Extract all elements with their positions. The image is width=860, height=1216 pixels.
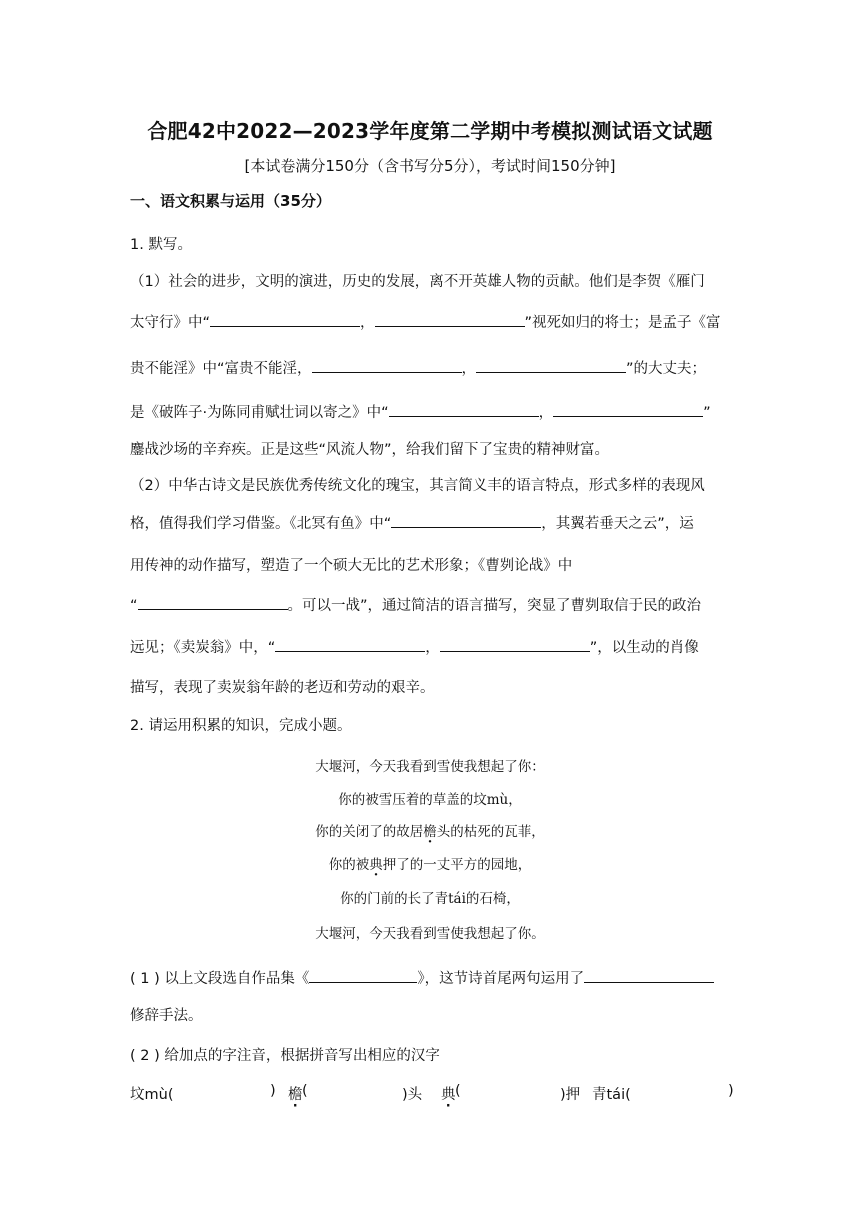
answer-paren-close: )押 (560, 1087, 581, 1103)
q1-part1-line2 (130, 311, 721, 332)
answer-paren-close: ) (728, 1083, 734, 1099)
poem-fragment: 你的被 (328, 857, 370, 873)
dotted-character: 典 (369, 857, 383, 873)
text-fragment: 太守行》中“ (130, 315, 211, 331)
q2-sub1-cont: 修辞手法。 (130, 1008, 203, 1024)
text-fragment: ， (538, 405, 554, 421)
answer-blank[interactable] (375, 311, 525, 327)
q1-part1-line1: （1）社会的进步，文明的演进，历史的发展，离不开英雄人物的贡献。他们是李贺《雁门 (130, 274, 705, 290)
answer-blank[interactable] (309, 967, 417, 983)
q2-sub2: ( 2 ) 给加点的字注音，根据拼音写出相应的汉字 (130, 1048, 440, 1064)
poem-line (0, 820, 860, 840)
text-fragment: 。可以一战”，通过简洁的语言描写，突显了曹刿取信于民的政治 (287, 598, 702, 614)
answer-fenmu: 坟mù( (130, 1087, 174, 1103)
q1-part2-line5 (130, 636, 699, 657)
text-fragment: “ (130, 598, 138, 614)
answer-blank[interactable] (275, 636, 425, 652)
answer-paren-open: ( (455, 1083, 461, 1099)
q1-part1-line5: 鏖战沙场的辛弃疾。正是这些“风流人物”，给我们留下了宝贵的精神财富。 (130, 442, 610, 458)
text-fragment: ， (360, 315, 375, 331)
page-title: 合肥42中2022—2023学年度第二学期中考模拟测试语文试题 (147, 119, 713, 143)
text-fragment: ， (461, 361, 477, 377)
answer-blank[interactable] (210, 311, 360, 327)
answer-paren-open: ( (302, 1083, 308, 1099)
text-fragment: 》，这节诗首尾两句运用了 (417, 971, 585, 987)
text-fragment: ， (425, 640, 440, 656)
q1-part2-line6: 描写，表现了卖炭翁年龄的老迈和劳动的艰辛。 (130, 680, 435, 696)
answer-qingtai: 青tái( (592, 1087, 631, 1103)
answer-blank[interactable] (391, 512, 541, 528)
dotted-character: 檐 (423, 824, 437, 840)
q1-part1-line4 (130, 401, 711, 422)
poem-line: 你的门前的长了青tái的石椅， (340, 891, 520, 907)
text-fragment: ，其翼若垂天之云”，运 (541, 516, 694, 532)
q1-part2-line1: （2）中华古诗文是民族优秀传统文化的瑰宝，其言简义丰的语言特点，形式多样的表现风 (130, 478, 705, 494)
answer-blank[interactable] (389, 401, 539, 417)
answer-paren-close: )头 (402, 1087, 423, 1103)
dotted-character: 典 · (441, 1083, 456, 1104)
text-fragment: ”视死如归的将士；是孟子《富 (524, 315, 721, 331)
poem-fragment: 押了的一丈平方的园地， (382, 857, 532, 873)
answer-blank[interactable] (138, 594, 288, 610)
answer-blank[interactable] (553, 401, 703, 417)
text-fragment: ( 1 ) 以上文段选自作品集《 (130, 971, 310, 987)
poem-fragment: 你的关闭了的故居 (315, 824, 424, 840)
q2-sub1 (130, 967, 714, 988)
text-fragment: ”，以生动的肖像 (589, 640, 699, 656)
exam-info: [本试卷满分150分（含书写分5分），考试时间150分钟] (244, 157, 616, 175)
answer-paren-close: ) (270, 1083, 276, 1099)
poem-line: 你的被雪压着的草盖的坟mù， (338, 792, 522, 808)
q1-part2-line3: 用传神的动作描写，塑造了一个硕大无比的艺术形象；《曹刿论战》中 (130, 558, 573, 574)
answer-blank[interactable] (476, 357, 626, 373)
text-fragment: 是《破阵子·为陈同甫赋壮词以寄之》中“ (130, 405, 389, 421)
poem-line: 大堰河，今天我看到雪使我想起了你： (315, 759, 545, 775)
poem-fragment: 头的枯死的瓦菲， (436, 824, 545, 840)
answer-blank[interactable] (312, 357, 462, 373)
q1-part2-line4 (130, 594, 701, 615)
poem-line: 大堰河，今天我看到雪使我想起了你。 (315, 926, 545, 942)
text-fragment: 远见；《卖炭翁》中，“ (130, 640, 276, 656)
answer-blank[interactable] (440, 636, 590, 652)
text-fragment: 格，值得我们学习借鉴。《北冥有鱼》中“ (130, 516, 392, 532)
q1-part1-line3 (130, 357, 706, 378)
question-2-label: 2. 请运用积累的知识，完成小题。 (130, 718, 352, 734)
q1-part2-line2 (130, 512, 694, 533)
answer-blank[interactable] (584, 967, 714, 983)
poem-line (0, 853, 860, 873)
text-fragment: ”的大丈夫； (626, 361, 707, 377)
question-1-label: 1. 默写。 (130, 237, 192, 253)
dotted-character: 檐 · (288, 1083, 303, 1104)
text-fragment: ” (703, 405, 711, 421)
text-fragment: 贵不能淫》中“富贵不能淫， (130, 361, 312, 377)
section-heading: 一、语文积累与运用（35分） (130, 192, 331, 210)
